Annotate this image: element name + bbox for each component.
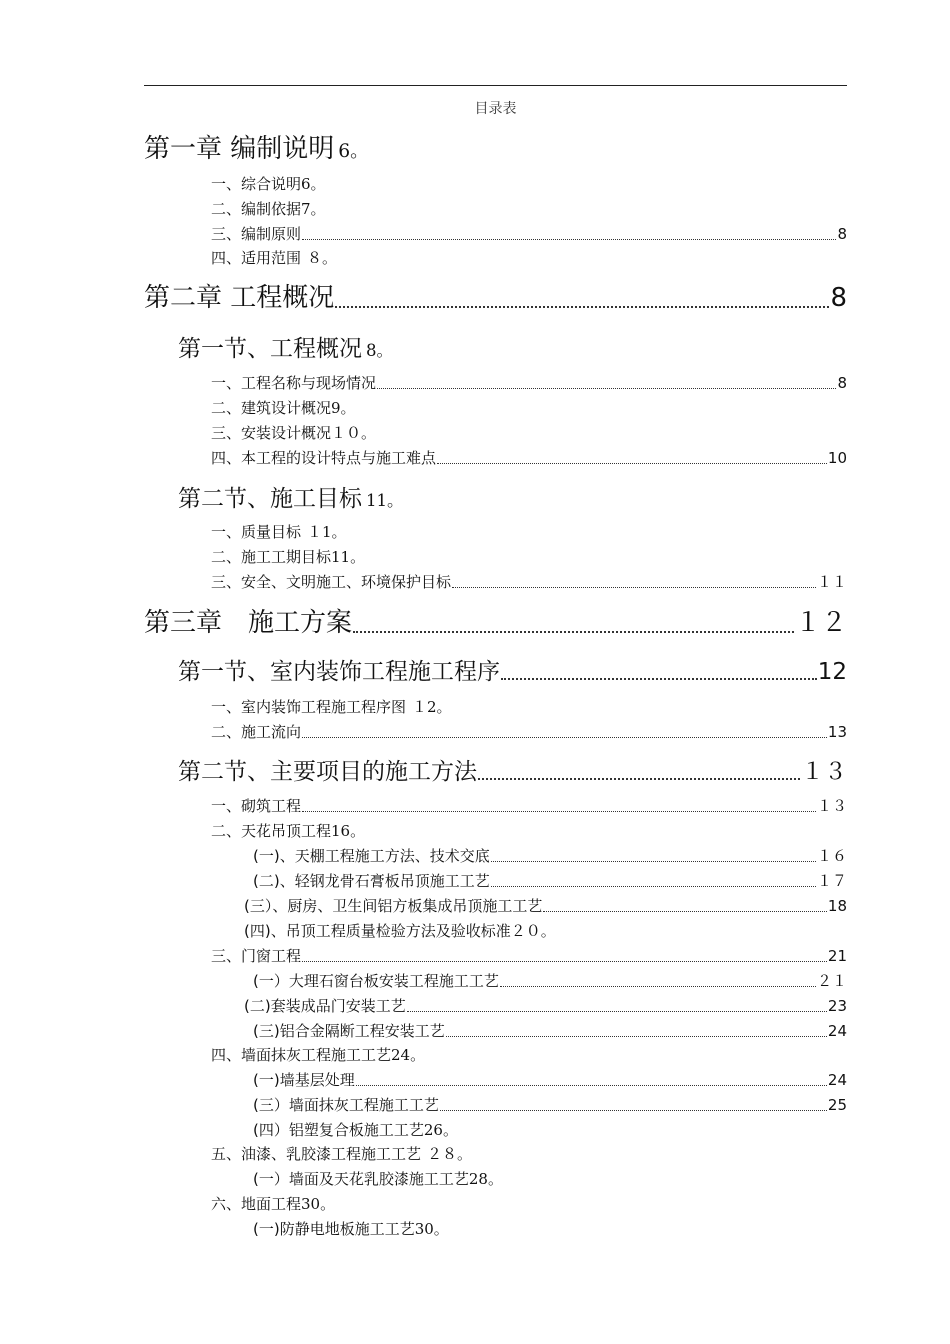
toc-label: (一）大理石窗台板安装工程施工工艺 bbox=[253, 972, 499, 990]
toc-label: (三）、厨房、卫生间铝方板集成吊顶施工工艺 bbox=[244, 897, 543, 915]
toc-subitem[interactable] bbox=[244, 920, 556, 941]
toc-subitem[interactable] bbox=[253, 1218, 449, 1239]
toc-label: 四、本工程的设计特点与施工难点 bbox=[211, 449, 437, 467]
toc-subitem[interactable] bbox=[253, 1069, 847, 1090]
toc-page: 8。 bbox=[366, 341, 394, 360]
toc-subitem[interactable] bbox=[244, 995, 847, 1016]
toc-page: １１ bbox=[816, 573, 847, 591]
toc-page: １2。 bbox=[412, 698, 452, 716]
toc-page: 11。 bbox=[366, 491, 404, 510]
toc-label: 一、砌筑工程 bbox=[211, 797, 302, 815]
toc-label: 第一节、工程概况 bbox=[178, 336, 362, 362]
toc-page: 25 bbox=[827, 1096, 847, 1114]
dot-leader bbox=[377, 388, 836, 389]
toc-page: ２０。 bbox=[510, 922, 556, 940]
toc-page: 28。 bbox=[468, 1170, 503, 1188]
toc-subitem[interactable] bbox=[253, 845, 847, 866]
toc-item[interactable] bbox=[211, 546, 365, 567]
toc-label: 二、施工流向 bbox=[211, 723, 302, 741]
toc-label: 一、室内装饰工程施工程序图 bbox=[211, 698, 407, 716]
toc-subitem[interactable] bbox=[253, 1119, 458, 1140]
toc-label: 四、适用范围 bbox=[211, 249, 302, 267]
toc-page: １1。 bbox=[307, 523, 347, 541]
toc-label: 四、墙面抹灰工程施工工艺 bbox=[211, 1046, 392, 1064]
toc-subitem[interactable] bbox=[253, 1094, 847, 1115]
toc-page: 8 bbox=[837, 225, 847, 243]
toc-label: (二)套装成品门安装工艺 bbox=[244, 997, 406, 1015]
toc-label: 第二节、施工目标 bbox=[178, 486, 362, 512]
dot-leader bbox=[335, 306, 829, 308]
toc-subitem[interactable] bbox=[244, 895, 847, 916]
dot-leader bbox=[501, 678, 817, 680]
toc-page: 10 bbox=[827, 449, 847, 467]
toc-subitem[interactable] bbox=[253, 970, 847, 991]
dot-leader bbox=[353, 631, 794, 633]
toc-section[interactable] bbox=[178, 753, 847, 786]
toc-page: １２ bbox=[794, 608, 847, 638]
toc-label: 二、天花吊顶工程 bbox=[211, 822, 332, 840]
toc-page: 16。 bbox=[331, 822, 366, 840]
toc-label: 二、建筑设计概况 bbox=[211, 399, 332, 417]
toc-label: 一、工程名称与现场情况 bbox=[211, 374, 377, 392]
toc-page: ２１ bbox=[816, 972, 847, 990]
toc-page: 12 bbox=[817, 659, 847, 685]
toc-page: 23 bbox=[827, 997, 847, 1015]
toc-page: １３ bbox=[801, 759, 847, 785]
toc-page: 24 bbox=[827, 1022, 847, 1040]
toc-page: 6。 bbox=[338, 141, 369, 162]
toc-item[interactable] bbox=[211, 247, 337, 268]
toc-item[interactable] bbox=[211, 945, 847, 966]
toc-page: 18 bbox=[827, 897, 847, 915]
toc-chapter-2[interactable] bbox=[144, 277, 847, 314]
toc-page: ２８。 bbox=[427, 1145, 473, 1163]
toc-section[interactable] bbox=[178, 480, 404, 513]
toc-label: 二、编制依据 bbox=[211, 200, 302, 218]
toc-item[interactable] bbox=[211, 173, 326, 194]
dot-leader bbox=[302, 961, 827, 962]
dot-leader bbox=[407, 1011, 827, 1012]
toc-label: (三）墙面抹灰工程施工工艺 bbox=[253, 1096, 439, 1114]
toc-label: 第三章 施工方案 bbox=[144, 608, 353, 638]
toc-chapter-1[interactable] bbox=[144, 128, 369, 165]
toc-item[interactable] bbox=[211, 1193, 335, 1214]
dot-leader bbox=[446, 1036, 827, 1037]
toc-item[interactable] bbox=[211, 721, 847, 742]
toc-label: 一、综合说明 bbox=[211, 175, 302, 193]
toc-label: 第二节、主要项目的施工方法 bbox=[178, 759, 477, 785]
toc-label: (一)墙基层处理 bbox=[253, 1071, 355, 1089]
toc-item[interactable] bbox=[211, 397, 356, 418]
toc-label: 三、编制原则 bbox=[211, 225, 302, 243]
dot-leader bbox=[302, 811, 816, 812]
toc-page: 11。 bbox=[331, 548, 366, 566]
toc-label: 三、门窗工程 bbox=[211, 947, 302, 965]
toc-label: (一)防静电地板施工工艺 bbox=[253, 1220, 415, 1238]
toc-chapter-3[interactable] bbox=[144, 602, 847, 639]
dot-leader bbox=[543, 911, 827, 912]
toc-page: 24 bbox=[827, 1071, 847, 1089]
toc-page: １０。 bbox=[331, 424, 377, 442]
toc-label: 第一节、室内装饰工程施工程序 bbox=[178, 659, 500, 685]
dot-leader bbox=[302, 737, 827, 738]
toc-page: 24。 bbox=[391, 1046, 426, 1064]
toc-page: 30。 bbox=[414, 1220, 449, 1238]
toc-label: (四）铝塑复合板施工工艺 bbox=[253, 1121, 424, 1139]
toc-page: 26。 bbox=[423, 1121, 458, 1139]
toc-item[interactable] bbox=[211, 372, 847, 393]
dot-leader bbox=[478, 778, 800, 780]
toc-page: 8 bbox=[837, 374, 847, 392]
toc-item[interactable] bbox=[211, 1044, 425, 1065]
toc-label: 第一章 编制说明 bbox=[144, 134, 335, 164]
toc-page: 13 bbox=[827, 723, 847, 741]
toc-item[interactable] bbox=[211, 696, 452, 717]
toc-item[interactable] bbox=[211, 1143, 472, 1164]
dot-leader bbox=[437, 463, 827, 464]
toc-page: １６ bbox=[816, 847, 847, 865]
toc-page: 6。 bbox=[301, 175, 326, 193]
dot-leader bbox=[356, 1085, 827, 1086]
toc-page: 8 bbox=[830, 283, 847, 313]
toc-item[interactable] bbox=[211, 422, 376, 443]
toc-item[interactable] bbox=[211, 820, 365, 841]
toc-label: 三、安装设计概况 bbox=[211, 424, 332, 442]
toc-page: 7。 bbox=[301, 200, 326, 218]
toc-page: ８。 bbox=[307, 249, 338, 267]
toc-page: 30。 bbox=[301, 1195, 336, 1213]
toc-subitem[interactable] bbox=[253, 1168, 503, 1189]
toc-page: 9。 bbox=[331, 399, 356, 417]
toc-subitem[interactable] bbox=[253, 1020, 847, 1041]
toc-item[interactable] bbox=[211, 223, 847, 244]
toc-item[interactable] bbox=[211, 198, 326, 219]
toc-page: １７ bbox=[816, 872, 847, 890]
dot-leader bbox=[500, 986, 816, 987]
header-title: 目录表 bbox=[474, 101, 517, 117]
dot-leader bbox=[452, 587, 816, 588]
toc-section[interactable] bbox=[178, 653, 847, 686]
toc-label: (一)、天棚工程施工方法、技术交底 bbox=[253, 847, 490, 865]
dot-leader bbox=[302, 239, 836, 240]
toc-item[interactable] bbox=[211, 571, 847, 592]
toc-label: (四)、吊顶工程质量检验方法及验收标准 bbox=[244, 922, 511, 940]
toc-label: 二、施工工期目标 bbox=[211, 548, 332, 566]
dot-leader bbox=[491, 886, 816, 887]
toc-item[interactable] bbox=[211, 447, 847, 468]
toc-label: 三、安全、文明施工、环境保护目标 bbox=[211, 573, 452, 591]
toc-label: (三)铝合金隔断工程安装工艺 bbox=[253, 1022, 445, 1040]
toc-page: １３ bbox=[816, 797, 847, 815]
dot-leader bbox=[491, 861, 816, 862]
toc-page: 21 bbox=[827, 947, 847, 965]
toc-label: 一、质量目标 bbox=[211, 523, 302, 541]
toc-label: 五、油漆、乳胶漆工程施工工艺 bbox=[211, 1145, 422, 1163]
toc-item[interactable] bbox=[211, 795, 847, 816]
toc-label: 六、地面工程 bbox=[211, 1195, 302, 1213]
dot-leader bbox=[440, 1110, 827, 1111]
toc-label: 第二章 工程概况 bbox=[144, 283, 335, 313]
toc-subitem[interactable] bbox=[253, 870, 847, 891]
toc-section[interactable] bbox=[178, 330, 393, 363]
toc-item[interactable] bbox=[211, 521, 347, 542]
toc-label: (二)、轻钢龙骨石膏板吊顶施工工艺 bbox=[253, 872, 490, 890]
toc-label: (一）墙面及天花乳胶漆施工工艺 bbox=[253, 1170, 469, 1188]
